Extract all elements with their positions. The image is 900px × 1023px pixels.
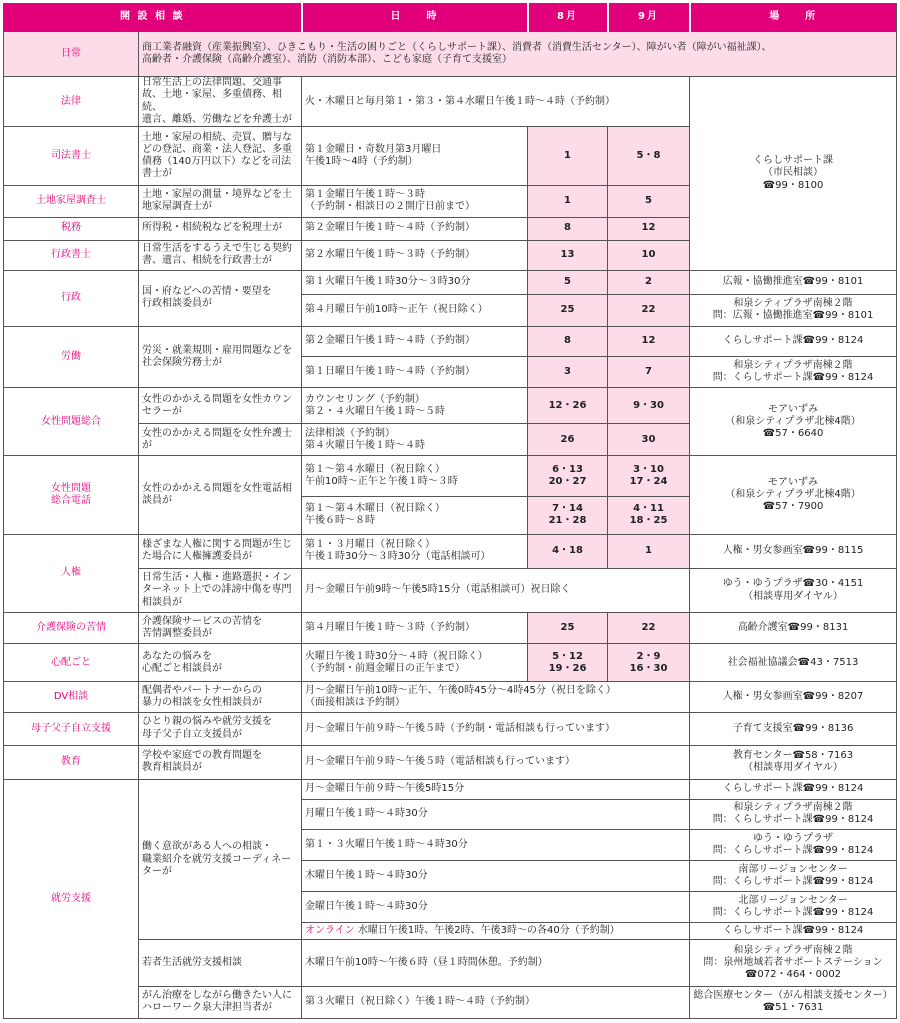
- women-aug-1: 12・26: [528, 388, 608, 424]
- employment-time-3: 第１・３火曜日午後１時～４時30分: [302, 830, 690, 861]
- table-row: [4, 712, 897, 745]
- worry-time: 火曜日午後１時30分～４時（祝日除く） （予約制・前週金曜日の正午まで）: [302, 644, 528, 682]
- admin-scrivener-description: 日常生活をするうえで生じる契約書、遺言、相続を行政書士が: [139, 240, 302, 270]
- table-row: [4, 388, 897, 424]
- labor-sep-1: 12: [608, 326, 690, 356]
- tax-time: 第２金曜日午後１時～４時（予約制）: [302, 217, 528, 240]
- category-administration: 行政: [4, 270, 139, 326]
- care-place: 高齢介護室☎99・8131: [690, 613, 897, 644]
- employment-time-6-text: 水曜日午後1時、午後2時、午後3時～の各40分（予約制）: [354, 925, 620, 937]
- labor-time-1: 第２金曜日午後１時～４時（予約制）: [302, 326, 528, 356]
- human-rights-sep: 1: [608, 534, 690, 568]
- women-description-1: 女性のかかえる問題を女性カウンセラーが: [139, 388, 302, 424]
- header-consult: 開 設 相 談: [4, 4, 302, 32]
- human-rights-time-2: 月～金曜日午前9時～午後5時15分（電話相談可）祝日除く: [302, 568, 690, 612]
- table-row: [4, 534, 897, 568]
- employment-time-7: 木曜日午前10時～午後６時（昼１時間休憩。予約制）: [302, 940, 690, 986]
- employment-place-4: 南部リージョンセンター 問：くらしサポート課☎99・8124: [690, 861, 897, 892]
- administration-aug-2: 25: [528, 294, 608, 326]
- human-rights-time-1: 第１・３月曜日（祝日除く） 午後１時30分～３時30分（電話相談可）: [302, 534, 528, 568]
- women-phone-time-1: 第１～第４水曜日（祝日除く） 午前10時～正午と午後１時～３時: [302, 456, 528, 496]
- law-time: 火・木曜日と毎月第１・第３・第４水曜日午後１時～４時（予約制）: [302, 77, 690, 127]
- category-law: 法律: [4, 77, 139, 127]
- worry-aug: 5・12 19・26: [528, 644, 608, 682]
- labor-aug-1: 8: [528, 326, 608, 356]
- employment-place-1: くらしサポート課☎99・8124: [690, 779, 897, 799]
- land-sep: 5: [608, 186, 690, 217]
- women-time-1: カウンセリング（予約制） 第２・４火曜日午後１時～５時: [302, 388, 528, 424]
- employment-time-1: 月～金曜日午前９時～午後5時15分: [302, 779, 690, 799]
- header-august: 8月: [528, 4, 608, 32]
- care-sep: 22: [608, 613, 690, 644]
- education-description: 学校や家庭での教育問題を 教育相談員が: [139, 745, 302, 779]
- judicial-aug: 1: [528, 127, 608, 186]
- employment-time-6: [302, 923, 690, 940]
- employment-time-4: 木曜日午後１時～４時30分: [302, 861, 690, 892]
- tax-description: 所得税・相続税などを税理士が: [139, 217, 302, 240]
- category-human-rights: 人権: [4, 534, 139, 612]
- admin-scrivener-time: 第２水曜日午後１時～３時（予約制）: [302, 240, 528, 270]
- care-description: 介護保険サービスの苦情を 苦情調整委員が: [139, 613, 302, 644]
- employment-time-5: 金曜日午後１時～４時30分: [302, 892, 690, 923]
- category-women-general: 女性問題総合: [4, 388, 139, 456]
- administration-place-1: 広報・協働推進室☎99・8101: [690, 270, 897, 294]
- single-parent-time: 月～金曜日午前９時～午後５時（予約制・電話相談も行っています）: [302, 712, 690, 745]
- employment-description: 働く意欲がある人への相談・ 職業紹介を就労支援コーディネーターが: [139, 779, 302, 940]
- category-single-parent: 母子父子自立支援: [4, 712, 139, 745]
- category-land-surveyor: 土地家屋調査士: [4, 186, 139, 217]
- category-daily: 日常: [4, 32, 139, 77]
- judicial-time: 第１金曜日・奇数月第3月曜日 午後1時～4時（予約制）: [302, 127, 528, 186]
- administration-aug-1: 5: [528, 270, 608, 294]
- category-tax: 税務: [4, 217, 139, 240]
- table-row: [4, 270, 897, 294]
- header-datetime: 日 時: [302, 4, 528, 32]
- administration-sep-2: 22: [608, 294, 690, 326]
- table-row: [4, 682, 897, 712]
- labor-place-2: 和泉シティプラザ南棟２階 問：くらしサポート課☎99・8124: [690, 357, 897, 388]
- employment-time-2: 月曜日午後１時～４時30分: [302, 799, 690, 829]
- care-aug: 25: [528, 613, 608, 644]
- land-aug: 1: [528, 186, 608, 217]
- human-rights-place-2: ゆう・ゆうプラザ☎30・4151 （相談専用ダイヤル）: [690, 568, 897, 612]
- employment-time-8: 第３火曜日（祝日除く）午後１時～４時（予約制）: [302, 986, 690, 1018]
- women-aug-2: 26: [528, 424, 608, 456]
- tax-sep: 12: [608, 217, 690, 240]
- human-rights-aug: 4・18: [528, 534, 608, 568]
- human-rights-description-2: 日常生活・人権・進路選択・インターネット上での誹謗中傷を専門相談員が: [139, 568, 302, 612]
- table-row: [4, 77, 897, 127]
- women-description-2: 女性のかかえる問題を女性弁護士が: [139, 424, 302, 456]
- table-row: [4, 779, 897, 799]
- category-admin-scrivener: 行政書士: [4, 240, 139, 270]
- women-phone-place: モアいずみ （和泉シティプラザ北棟4階） ☎57・7900: [690, 456, 897, 534]
- admin-scrivener-sep: 10: [608, 240, 690, 270]
- table-row: [4, 326, 897, 356]
- women-phone-sep-1: 3・10 17・24: [608, 456, 690, 496]
- worry-place: 社会福祉協議会☎43・7513: [690, 644, 897, 682]
- single-parent-description: ひとり親の悩みや就労支援を 母子父子自立支援員が: [139, 712, 302, 745]
- administration-place-2: 和泉シティプラザ南棟２階 問：広報・協働推進室☎99・8101: [690, 294, 897, 326]
- table-row: [4, 613, 897, 644]
- table-row: [4, 456, 897, 496]
- labor-aug-2: 3: [528, 357, 608, 388]
- education-time: 月～金曜日午前９時～午後５時（電話相談も行っています）: [302, 745, 690, 779]
- header-place: 場 所: [690, 4, 897, 32]
- admin-scrivener-aug: 13: [528, 240, 608, 270]
- human-rights-place-1: 人権・男女参画室☎99・8115: [690, 534, 897, 568]
- tax-aug: 8: [528, 217, 608, 240]
- women-phone-description: 女性のかかえる問題を女性電話相談員が: [139, 456, 302, 534]
- header-row: [4, 4, 897, 32]
- employment-place-6: くらしサポート課☎99・8124: [690, 923, 897, 940]
- women-phone-sep-2: 4・11 18・25: [608, 496, 690, 534]
- worry-description: あなたの悩みを 心配ごと相談員が: [139, 644, 302, 682]
- labor-sep-2: 7: [608, 357, 690, 388]
- cancer-work-description: がん治療をしながら働きたい人にハローワーク泉大津担当者が: [139, 986, 302, 1018]
- category-women-phone: 女性問題 総合電話: [4, 456, 139, 534]
- dv-time: 月～金曜日午前10時～正午、午後0時45分～4時45分（祝日を除く） （面接相談は予約制）: [302, 682, 690, 712]
- dv-description: 配偶者やパートナーからの 暴力の相談を女性相談員が: [139, 682, 302, 712]
- labor-time-2: 第１日曜日午後１時～４時（予約制）: [302, 357, 528, 388]
- dv-place: 人権・男女参画室☎99・8207: [690, 682, 897, 712]
- category-worries: 心配ごと: [4, 644, 139, 682]
- women-phone-aug-1: 6・13 20・27: [528, 456, 608, 496]
- employment-place-7: 和泉シティプラザ南棟２階 問：泉州地域若者サポートステーション ☎072・464・0002: [690, 940, 897, 986]
- judicial-sep: 5・8: [608, 127, 690, 186]
- employment-place-3: ゆう・ゆうプラザ 問：くらしサポート課☎99・8124: [690, 830, 897, 861]
- women-phone-time-2: 第１～第４木曜日（祝日除く） 午後６時～８時: [302, 496, 528, 534]
- administration-sep-1: 2: [608, 270, 690, 294]
- employment-place-8: 総合医療センター（がん相談支援センター） ☎51・7631: [690, 986, 897, 1018]
- judicial-description: 土地・家屋の相続、売買、贈与などの登記、商業・法人登記、多重債務（140万円以下）などを司法書士が: [139, 127, 302, 186]
- category-employment: 就労支援: [4, 779, 139, 1018]
- labor-place-1: くらしサポート課☎99・8124: [690, 326, 897, 356]
- women-time-2: 法律相談（予約制） 第４火曜日午後１時～４時: [302, 424, 528, 456]
- employment-place-5: 北部リージョンセンター 問：くらしサポート課☎99・8124: [690, 892, 897, 923]
- care-time: 第４月曜日午後１時～３時（予約制）: [302, 613, 528, 644]
- header-september: 9月: [608, 4, 690, 32]
- daily-text: 商工業者融資（産業振興室）、ひきこもり・生活の困りごと（くらしサポート課）、消費者（消費生活センター）、障がい者（障がい福祉課）、 高齢者・介護保険（高齢介護室）、消防（消防本部）、こども家庭（子育て支援室）: [139, 32, 897, 77]
- online-label: オンライン: [305, 925, 355, 937]
- land-description: 土地・家屋の測量・境界などを土地家屋調査士が: [139, 186, 302, 217]
- administration-time-2: 第４月曜日午前10時～正午（祝日除く）: [302, 294, 528, 326]
- youth-employment-description: 若者生活就労支援相談: [139, 940, 302, 986]
- category-dv: DV相談: [4, 682, 139, 712]
- human-rights-description-1: 様ざまな人権に関する問題が生じた場合に人権擁護委員が: [139, 534, 302, 568]
- category-care-insurance: 介護保険の苦情: [4, 613, 139, 644]
- single-parent-place: 子育て支援室☎99・8136: [690, 712, 897, 745]
- schedule-table: [3, 3, 897, 1019]
- category-judicial-scrivener: 司法書士: [4, 127, 139, 186]
- category-labor: 労働: [4, 326, 139, 387]
- administration-time-1: 第１火曜日午後１時30分～３時30分: [302, 270, 528, 294]
- labor-description: 労災・就業規則・雇用問題などを社会保険労務士が: [139, 326, 302, 387]
- women-phone-aug-2: 7・14 21・28: [528, 496, 608, 534]
- table-row: [4, 745, 897, 779]
- table-row: [4, 32, 897, 77]
- law-description: 日常生活上の法律問題、交通事故、土地・家屋、多重債務、相続、 遺言、離婚、労働などを弁護士が: [139, 77, 302, 127]
- administration-description: 国・府などへの苦情・要望を 行政相談委員が: [139, 270, 302, 326]
- land-time: 第１金曜日午後１時～３時 （予約制・相談日の２開庁日前まで）: [302, 186, 528, 217]
- education-place: 教育センター☎58・7163 （相談専用ダイヤル）: [690, 745, 897, 779]
- women-sep-1: 9・30: [608, 388, 690, 424]
- worry-sep: 2・9 16・30: [608, 644, 690, 682]
- category-education: 教育: [4, 745, 139, 779]
- table-row: [4, 644, 897, 682]
- employment-place-2: 和泉シティプラザ南棟２階 問：くらしサポート課☎99・8124: [690, 799, 897, 829]
- women-place: モアいずみ （和泉シティプラザ北棟4階） ☎57・6640: [690, 388, 897, 456]
- kurashi-support-place: くらしサポート課 （市民相談） ☎99・8100: [690, 77, 897, 271]
- women-sep-2: 30: [608, 424, 690, 456]
